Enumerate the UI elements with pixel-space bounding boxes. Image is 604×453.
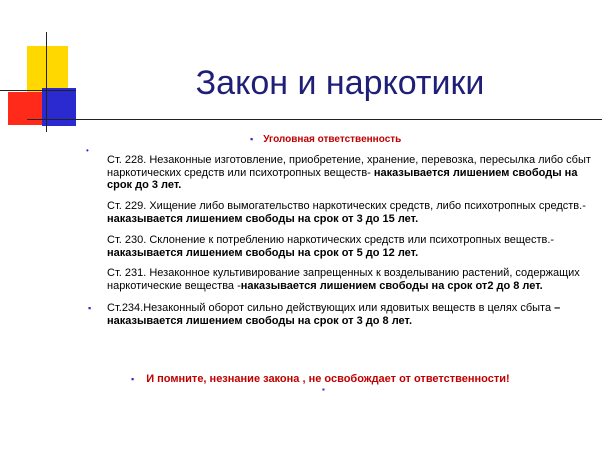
decor-vertical-line [46, 32, 47, 132]
article-228-penalty: наказывается лишением свободы на срок до 3 лет. [107, 166, 578, 191]
decor-blue-square [42, 88, 76, 126]
article-228-text: Ст. 228. Незаконные изготовление, приобретение, хранение, перевозка, пересылка либо сбыт наркотических средств или психотропных веществ- [107, 154, 591, 179]
subtitle-bullet-item [250, 134, 401, 145]
article-229-penalty: наказывается лишением свободы на срок от 3 до 15 лет. [107, 212, 419, 225]
remember-text: И помните, незнание закона , не освобождает от ответственности! [146, 373, 510, 385]
article-234-penalty: – наказывается лишением свободы на срок от 3 до 8 лет. [107, 302, 561, 327]
decor-yellow-square [27, 46, 68, 93]
article-231-text: Ст. 231. Незаконное культивирование запрещенных к возделыванию растений, содержащих наркотические вещества - [107, 267, 580, 292]
article-228 [107, 154, 597, 192]
article-230-penalty: наказывается лишением свободы на срок от 5 до 12 лет. [107, 246, 419, 259]
article-231 [107, 267, 597, 292]
article-234-text: Ст.234.Незаконный оборот сильно действующих или ядовитых веществ в целях сбыта [107, 302, 555, 314]
square-bullet-icon: ▪ [131, 374, 135, 384]
decor-horizontal-line-short [0, 90, 76, 91]
article-230-text: Ст. 230. Склонение к потреблению наркотических средств или психотропных веществ.- [107, 234, 555, 246]
square-bullet-icon: ▪ [250, 134, 254, 144]
remember-bullet-item [131, 373, 510, 385]
slide-title: Закон и наркотики [195, 64, 485, 102]
subtitle-text: Уголовная ответственность [263, 134, 402, 145]
article-229 [107, 200, 597, 225]
small-bullet-icon: ▪ [322, 385, 325, 394]
title-underline [27, 119, 602, 120]
article-234 [107, 302, 597, 327]
article-230 [107, 234, 597, 259]
article-229-text: Ст. 229. Хищение либо вымогательство наркотических средств, либо психотропных средств.- [107, 200, 586, 212]
article-231-penalty: наказывается лишением свободы на срок от2 до 8 лет. [240, 279, 543, 292]
square-bullet-icon: ▪ [88, 303, 92, 313]
small-bullet-icon: • [86, 146, 89, 155]
